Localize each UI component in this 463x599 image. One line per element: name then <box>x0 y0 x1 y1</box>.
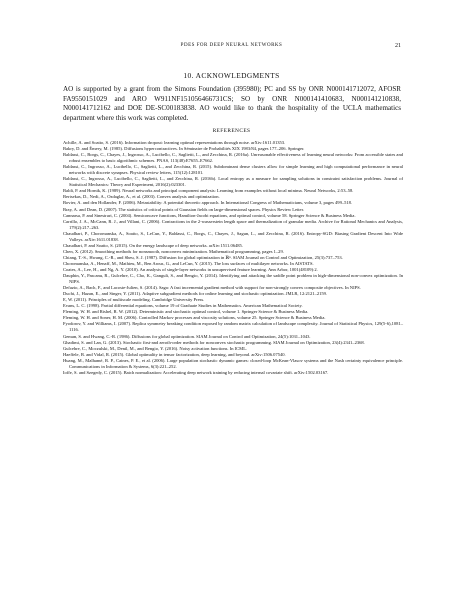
reference-item: Fyodorov, Y. and Williams, I. (2007). Replica symmetry breaking condition exposed by random matrix calculation of landscape complexity. Journal of Statistical Physics, 129(5-6),1081–1116. <box>63 321 403 333</box>
reference-item: Bertsekas, D., Nedi, A., Ozdaglar, A., et al. (2003). Convex analysis and optimization. <box>63 194 220 200</box>
reference-item: Gulcehre, C., Moczulski, M., Denil, M., and Bengio, Y. (2016). Noisy activation functions. In ICML. <box>63 345 248 351</box>
reference-item: Bakry, D. and Émery, M. (1985). Diffusions hypercontractives. In Séminaire de Probabilités XIX 1983/84, pages 177–206. Springer. <box>63 146 305 152</box>
reference-item: Coates, A., Lee, H., and Ng, A. Y. (2010). An analysis of single-layer networks in unsupervised feature learning. Ann Arbor, 1001(48109):2. <box>63 266 318 272</box>
reference-item: Bovier, A. and den Hollander, F. (2006). Metastability: A potential theoretic approach. In International Congress of Mathematicians, volume 3, pages 499–518. <box>63 200 353 206</box>
reference-item: Carrillo, J. A., McCann, R. J., and Villani, C. (2006). Contractions in the 2-wasserstein length space and thermalization of granular media. Archive for Rational Mechanics and Analysis, 179(2):217–263. <box>63 218 403 230</box>
reference-item: Baldassi, C., Ingrosso, A., Lucibello, C., Saglietti, L., and Zecchina, R. (2015). Subdominant dense clusters allow for simple learning and high computational performance in neural networks with discrete synapses. Physical review letters, 115(12):128101. <box>63 164 403 176</box>
running-title: PDES FOR DEEP NEURAL NETWORKS <box>180 43 283 48</box>
reference-item: Chaudhari, P. and Soatto, S. (2015). On the energy landscape of deep networks. arXiv:1511.06485. <box>63 242 243 248</box>
reference-item: Cannarsa, P. and Sinestrari, C. (2004). Semiconcave functions, Hamilton-Jacobi equations, and optimal control, volume 58. Springer Science & Business Media. <box>63 212 356 218</box>
reference-item: E, W. (2011). Principles of multiscale modeling. Cambridge University Press. <box>63 297 205 303</box>
reference-item: Chen, X. (2012). Smoothing methods for nonsmooth, nonconvex minimization. Mathematical programming, pages 1–29. <box>63 248 284 254</box>
reference-item: Chiang, T.-S., Hwang, C.-R., and Sheu, S. J. (1987). Diffusion for global optimization in ℝⁿ. SIAM Journal on Control and Optimization, 25(3):737–753. <box>63 254 343 260</box>
reference-item: Achille, A. and Soatto, S. (2016). Information dropout: learning optimal representations through noise. arXiv:1611.01353. <box>63 140 286 145</box>
reference-item: Fleming, W. H. and Rishel, R. W. (2012). Deterministic and stochastic optimal control, volume 1. Springer Science & Business Media. <box>63 309 309 315</box>
reference-item: Huang, M., Malhamé, R. P., Caines, P. E., et al. (2006). Large population stochastic dynamic games: closed-loop McKean-Vlasov systems and the Nash certainty equivalence principle. Communications in Information & Systems, 6(3):221–252. <box>63 357 403 369</box>
reference-item: Chaudhari, P., Choromanska, A., Soatto, S., LeCun, Y., Baldassi, C., Borgs, C., Chayes, J., Sagun, L., and Zecchina, R. (2016). Entropy-SGD: Biasing Gradient Descent Into Wide Valleys. arXiv:1611.01838. <box>63 230 403 242</box>
acknowledgments-body: AO is supported by a grant from the Simons Foundation (395980); PC and SS by ONR N000141712072, AFOSR FA9550151029 and ARO W911NF151056466731CS; SO by ONR N000141410683, N000141210838, N000141712162 and DOE DE-SC00183838. AO would like to thank the hospitality of the UCLA mathematics department where this work was completed. <box>63 85 401 122</box>
page-header <box>62 43 401 53</box>
page-number: 21 <box>395 43 401 49</box>
reference-item: Baldi, P. and Hornik, K. (1989). Neural networks and principal component analysis: Learning from examples without local minima. Neural Networks, 2:53–58. <box>63 188 354 194</box>
reference-item: Fleming, W. H. and Soner, H. M. (2006). Controlled Markov processes and viscosity solutions, volume 25. Springer Science & Business Media. <box>63 315 326 321</box>
references-heading: REFERENCES <box>212 128 251 134</box>
reference-item: Bray, A. and Dean, D. (2007). The statistics of critical points of Gaussian fields on large-dimensional spaces. Physics Review Letter. <box>63 206 304 212</box>
reference-item: Baldassi, C., Ingrosso, A., Lucibello, C., Saglietti, L., and Zecchina, R. (2016b). Local entropy as a measure for sampling solutions in constraint satisfaction problems. Journal of Statistical Mechanics: Theory and Experiment, 2016(2):023301. <box>63 176 403 188</box>
reference-item: Defazio, A., Bach, F., and Lacoste-Julien, S. (2014). Saga: A fast incremental gradient method with support for non-strongly convex composite objectives. In NIPS. <box>63 285 361 291</box>
reference-item: Choromanska, A., Henaff, M., Mathieu, M., Ben Arous, G., and LeCun, Y. (2015). The loss surfaces of multilayer networks. In AISTATS. <box>63 260 314 266</box>
reference-item: Baldassi, C., Borgs, C., Chayes, J., Ingrosso, A., Lucibello, C., Saglietti, L., and Zecchina, R. (2016a). Unreasonable effectiveness of learning neural networks: From accessible states and robust ensembles to basic algorithmic schemes. PNAS, 113(48):E7655–E7662. <box>63 152 403 164</box>
reference-item: Evans, L. C. (1998). Partial differential equations, volume 19 of Graduate Studies in Mathematics. American Mathematical Society. <box>63 303 303 309</box>
reference-item: Dauphin, Y., Pascanu, R., Gulcehre, C., Cho, K., Ganguli, S., and Bengio, Y. (2014). Identifying and attacking the saddle point problem in high-dimensional non-convex optimization. In NIPS. <box>63 273 403 285</box>
reference-item: Duchi, J., Hazan, E., and Singer, Y. (2011). Adaptive subgradient methods for online learning and stochastic optimization. JMLR, 12:2121–2159. <box>63 291 328 297</box>
references-list <box>63 140 403 376</box>
reference-item: Ioffe, S. and Szegedy, C. (2015). Batch normalization: Accelerating deep network training by reducing internal covariate shift. arXiv:1502.03167. <box>63 369 329 375</box>
reference-item: Ghadimi, S. and Lan, G. (2013). Stochastic first-and zeroth-order methods for nonconvex stochastic programming. SIAM Journal on Optimization, 23(4):2341–2368. <box>63 339 365 345</box>
acknowledgments-heading: 10. ACKNOWLEDGMENTS <box>183 71 280 80</box>
reference-item: Haeffele, B. and Vidal, R. (2015). Global optimality in tensor factorization, deep learning, and beyond. arXiv:1506.07540. <box>63 351 286 357</box>
reference-item: Geman, S. and Hwang, C.-R. (1986). Diffusions for global optimization. SIAM Journal on Control and Optimization, 24(5):1031–1043. <box>63 333 311 339</box>
